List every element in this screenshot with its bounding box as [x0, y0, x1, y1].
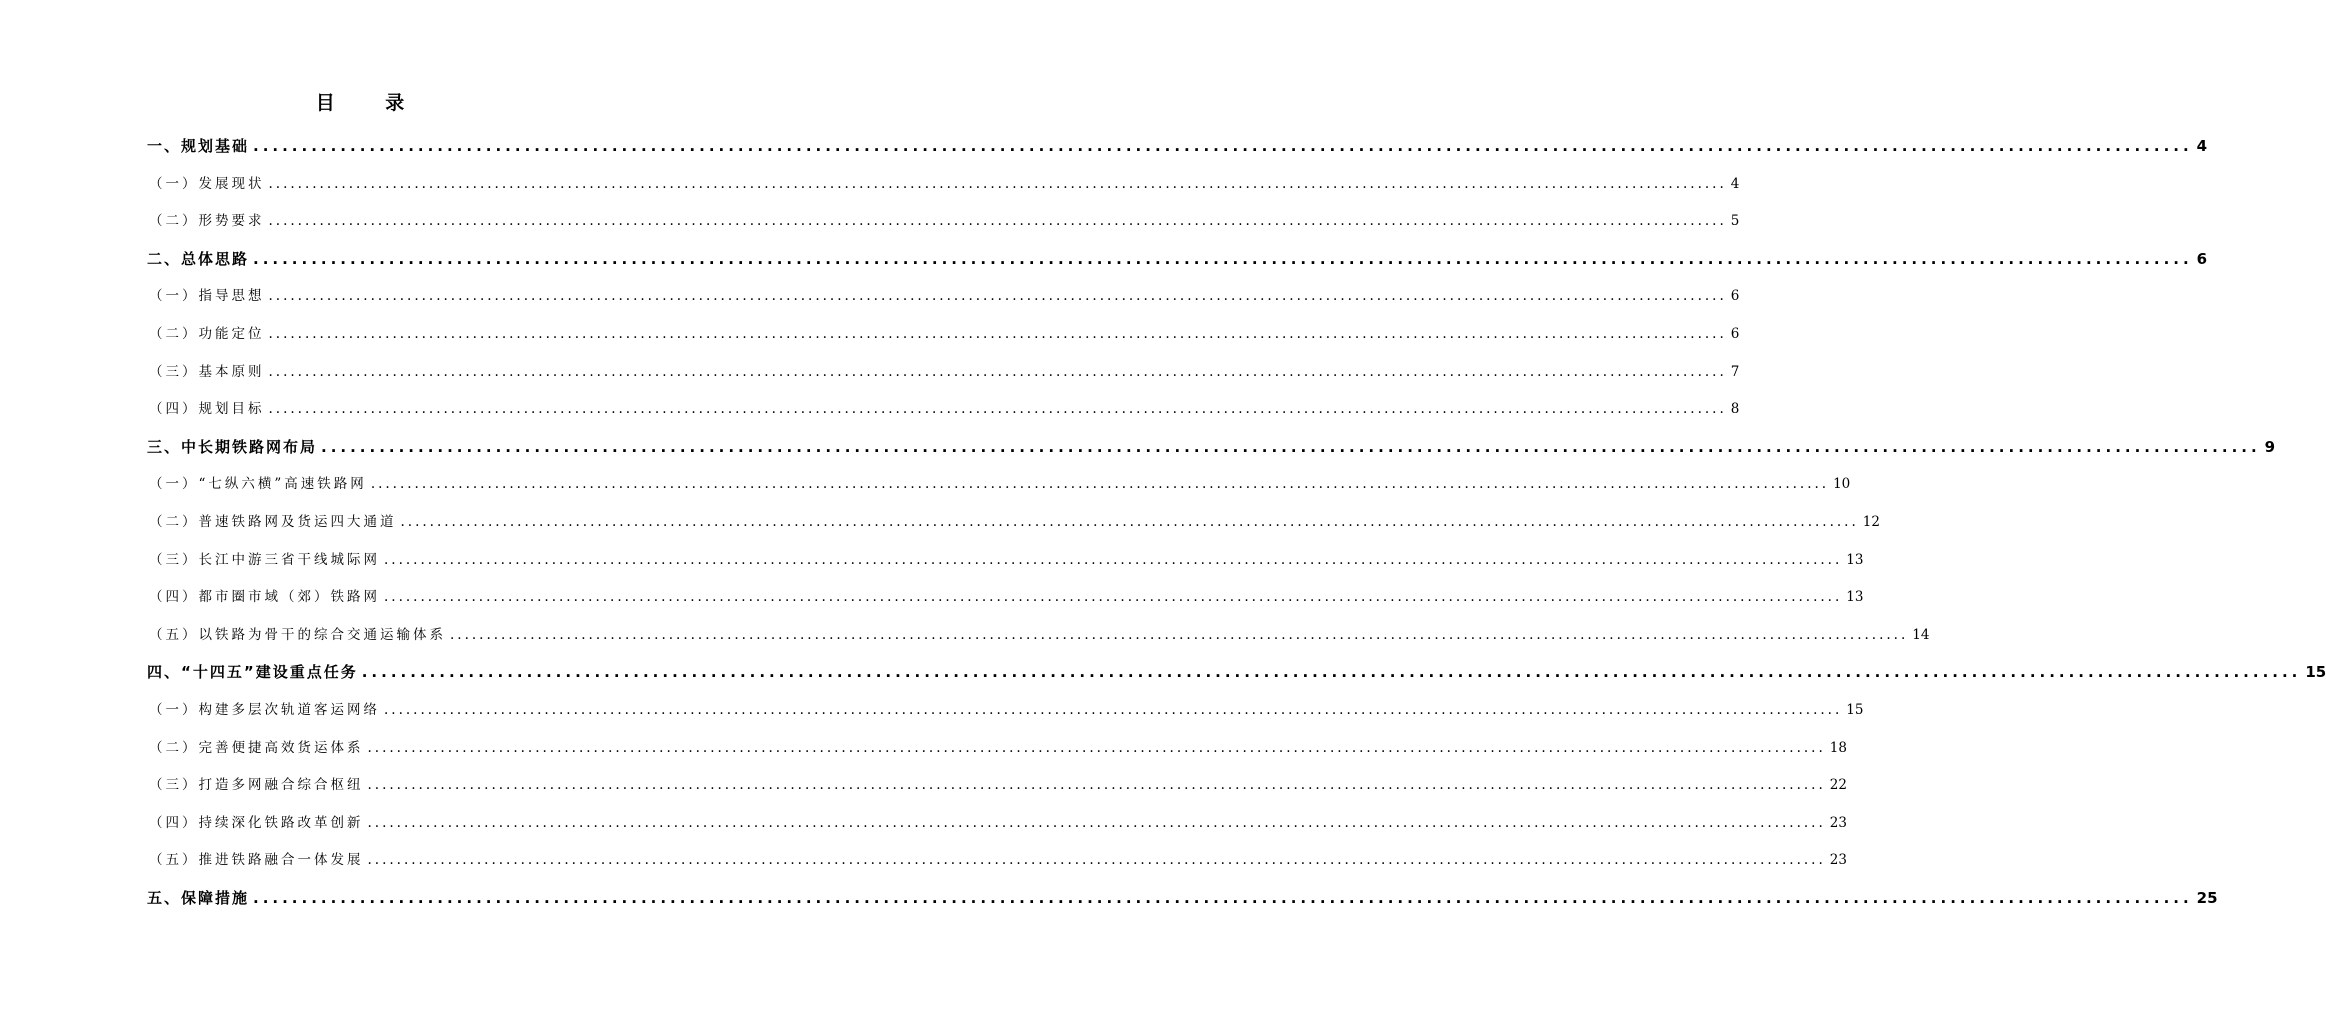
toc-section-entry[interactable]	[147, 767, 1847, 805]
toc-section-entry[interactable]	[147, 805, 1847, 843]
toc-page-number: 15	[2305, 663, 2326, 682]
toc-chapter-entry[interactable]	[147, 429, 2276, 467]
toc-entry-text: （四）都市圈市域（郊）铁路网	[149, 589, 380, 606]
toc-page-number: 4	[1730, 175, 1740, 192]
toc-chapter-entry[interactable]	[147, 128, 2208, 166]
toc-entry-text: （二）普速铁路网及货运四大通道	[149, 513, 397, 530]
toc-entry-text: （三）打造多网融合综合枢纽	[149, 777, 364, 794]
toc-dot-leader: ........................................................................................................................................................................................................	[361, 663, 2302, 682]
toc-dot-leader: ........................................................................................................................................................................................................	[321, 437, 2261, 456]
toc-dot-leader: ........................................................................................................................................................................................................	[268, 401, 1727, 418]
toc-dot-leader: ........................................................................................................................................................................................................	[268, 175, 1727, 192]
toc-dot-leader: ........................................................................................................................................................................................................	[253, 888, 2193, 907]
toc-dot-leader: ........................................................................................................................................................................................................	[367, 777, 1826, 794]
toc-chapter-entry[interactable]	[147, 880, 2218, 918]
toc-dot-leader: ........................................................................................................................................................................................................	[367, 814, 1826, 831]
toc-entry-text: （四）规划目标	[149, 401, 265, 418]
toc-section-entry[interactable]	[147, 842, 1847, 880]
toc-page-number: 14	[1912, 626, 1930, 643]
toc-dot-leader: ........................................................................................................................................................................................................	[268, 288, 1727, 305]
toc-dot-leader: ........................................................................................................................................................................................................	[370, 476, 1830, 493]
toc-page-number: 22	[1829, 777, 1847, 794]
toc-dot-leader: ........................................................................................................................................................................................................	[268, 213, 1727, 230]
toc-entry-text: （五）以铁路为骨干的综合交通运输体系	[149, 626, 446, 643]
toc-section-entry[interactable]	[147, 579, 1864, 617]
toc-section-entry[interactable]	[147, 730, 1847, 768]
toc-page-number: 13	[1846, 589, 1864, 606]
toc-page-number: 13	[1846, 551, 1864, 568]
toc-section-entry[interactable]	[147, 354, 1740, 392]
toc-page-number: 23	[1829, 814, 1847, 831]
toc-section-entry[interactable]	[147, 166, 1740, 204]
toc-page-number: 6	[1730, 325, 1740, 342]
table-of-contents	[147, 128, 2326, 917]
toc-entry-text: 五、保障措施	[147, 888, 250, 907]
toc-page-number: 23	[1829, 852, 1847, 869]
toc-entry-text: （一）“七纵六横”高速铁路网	[149, 476, 367, 493]
toc-entry-text: （五）推进铁路融合一体发展	[149, 852, 364, 869]
toc-section-entry[interactable]	[147, 278, 1740, 316]
toc-entry-text: （三）基本原则	[149, 363, 265, 380]
toc-dot-leader: ........................................................................................................................................................................................................	[268, 363, 1727, 380]
toc-dot-leader: ........................................................................................................................................................................................................	[253, 137, 2193, 155]
toc-entry-text: 一、规划基础	[147, 137, 250, 155]
toc-section-entry[interactable]	[147, 391, 1740, 429]
toc-dot-leader: ........................................................................................................................................................................................................	[450, 626, 1909, 643]
toc-section-entry[interactable]	[147, 466, 1851, 504]
toc-page-number: 7	[1730, 363, 1740, 380]
toc-entry-text: （三）长江中游三省干线城际网	[149, 551, 380, 568]
toc-dot-leader: ........................................................................................................................................................................................................	[384, 551, 1843, 568]
toc-page-number: 8	[1730, 401, 1740, 418]
toc-page-number: 6	[2196, 249, 2208, 268]
toc-entry-text: 四、“十四五”建设重点任务	[147, 663, 358, 682]
toc-page-number: 18	[1829, 739, 1847, 756]
toc-page-number: 10	[1833, 476, 1851, 493]
toc-entry-text: （二）功能定位	[149, 325, 265, 342]
toc-page-number: 4	[2196, 137, 2208, 155]
toc-title: 目 录	[315, 92, 427, 114]
toc-entry-text: （一）发展现状	[149, 175, 265, 192]
toc-dot-leader: ........................................................................................................................................................................................................	[384, 589, 1843, 606]
toc-entry-text: 二、总体思路	[147, 249, 250, 268]
toc-page-number: 5	[1730, 213, 1740, 230]
toc-dot-leader: ........................................................................................................................................................................................................	[367, 739, 1826, 756]
toc-section-entry[interactable]	[147, 316, 1740, 354]
toc-section-entry[interactable]	[147, 203, 1740, 241]
toc-entry-text: （二）形势要求	[149, 213, 265, 230]
toc-dot-leader: ........................................................................................................................................................................................................	[384, 701, 1843, 718]
toc-section-entry[interactable]	[147, 504, 1880, 542]
toc-section-entry[interactable]	[147, 692, 1864, 730]
toc-page-number: 9	[2264, 437, 2276, 456]
toc-dot-leader: ........................................................................................................................................................................................................	[367, 852, 1826, 869]
toc-page-number: 6	[1730, 288, 1740, 305]
toc-chapter-entry[interactable]	[147, 654, 2326, 692]
toc-entry-text: 三、中长期铁路网布局	[147, 437, 318, 456]
toc-entry-text: （一）指导思想	[149, 288, 265, 305]
toc-section-entry[interactable]	[147, 542, 1864, 580]
toc-chapter-entry[interactable]	[147, 241, 2208, 279]
toc-page-number: 25	[2196, 888, 2218, 907]
toc-entry-text: （四）持续深化铁路改革创新	[149, 814, 364, 831]
toc-section-entry[interactable]	[147, 617, 1930, 655]
toc-dot-leader: ........................................................................................................................................................................................................	[253, 249, 2193, 268]
toc-dot-leader: ........................................................................................................................................................................................................	[400, 513, 1859, 530]
toc-entry-text: （二）完善便捷高效货运体系	[149, 739, 364, 756]
toc-dot-leader: ........................................................................................................................................................................................................	[268, 325, 1727, 342]
toc-page-number: 15	[1846, 701, 1864, 718]
toc-entry-text: （一）构建多层次轨道客运网络	[149, 701, 380, 718]
toc-page-number: 12	[1862, 513, 1880, 530]
